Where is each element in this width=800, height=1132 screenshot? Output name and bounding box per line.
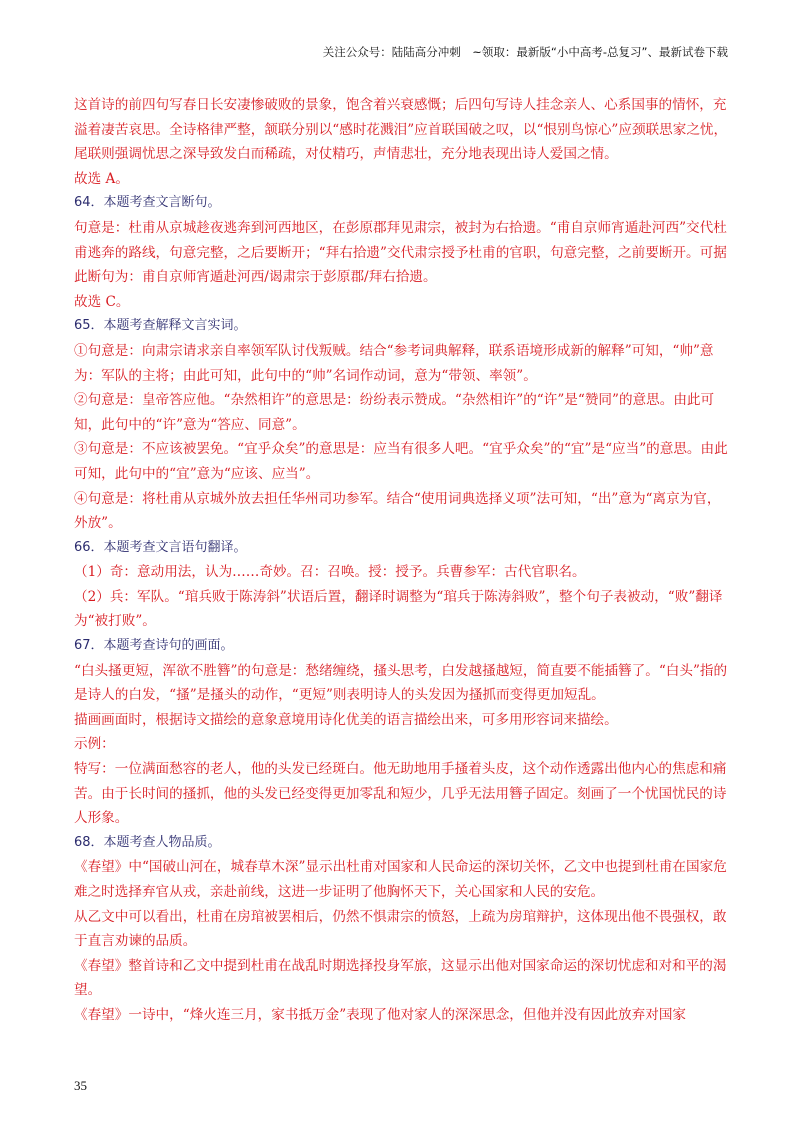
paragraph: 故选 A。 bbox=[74, 170, 129, 187]
paragraph: 描画画面时，根据诗文描绘的意象意境用诗化优美的语言描绘出来，可多用形容词来描绘。 bbox=[74, 711, 618, 728]
document-body bbox=[74, 93, 734, 1028]
paragraph: ③句意是：不应该被罢免。“宜乎众矣”的意思是：应当有很多人吧。“宜乎众矣”的“宜”是“应当”的意思。由此可知，此句中的“宜”意为“应该、应当”。 bbox=[74, 441, 728, 482]
paragraph: ②句意是：皇帝答应他。“杂然相许”的意思是：纷纷表示赞成。“杂然相许”的“许”是“赞同”的意思。由此可知，此句中的“许”意为“答应、同意”。 bbox=[74, 392, 715, 433]
paragraph: （2）兵：军队。“琯兵败于陈涛斜”状语后置，翻译时调整为“琯兵于陈涛斜败”，整个句子表被动，“败”翻译为“被打败”。 bbox=[74, 588, 723, 630]
paragraph: 《春望》中“国破山河在，城春草木深”显示出杜甫对国家和人民命运的深切关怀，乙文中也提到杜甫在国家危难之时选择弃官从戎，亲赴前线，这进一步证明了他胸怀天下，关心国家和人民的安危。 bbox=[74, 859, 727, 900]
paragraph: （1）奇：意动用法，认为……奇妙。召：召唤。授：授予。兵曹参军：古代官职名。 bbox=[74, 564, 586, 581]
question-heading: 68．本题考查人物品质。 bbox=[74, 834, 221, 850]
paragraph: “白头搔更短，浑欲不胜簪”的句意是：愁绪缠绕，搔头思考，白发越搔越短，简直要不能插簪了。“白头”指的是诗人的白发，“搔”是搔头的动作，“更短”则表明诗人的头发因为搔抓而变得更加短乱。 bbox=[74, 662, 728, 704]
paragraph: 故选 C。 bbox=[74, 293, 130, 310]
question-heading: 67．本题考查诗句的画面。 bbox=[74, 638, 234, 654]
question-heading: 65．本题考查解释文言实词。 bbox=[74, 318, 247, 334]
paragraph: 特写：一位满面愁容的老人，他的头发已经斑白。他无助地用手搔着头皮，这个动作透露出他内心的焦虑和痛苦。由于长时间的搔抓，他的头发已经变得更加零乱和短少，几乎无法用簪子固定。刻画了一个忧国忧民的诗人形象。 bbox=[74, 761, 727, 827]
paragraph: 示例： bbox=[74, 736, 115, 753]
paragraph: 《春望》一诗中，“烽火连三月，家书抵万金”表现了他对家人的深深思念，但他并没有因此放弃对国家 bbox=[74, 1006, 687, 1023]
paragraph: 这首诗的前四句写春日长安凄惨破败的景象，饱含着兴衰感慨；后四句写诗人挂念亲人、心系国事的情怀，充溢着凄苦哀思。全诗格律严整，颔联分别以“感时花溅泪”应首联国破之叹，以“恨别鸟惊心”应颈联思家之忧，尾联则强调忧思之深导致发白而稀疏，对仗精巧，声情悲壮，充分地表现出诗人爱国之情。 bbox=[74, 97, 728, 163]
page-header: 关注公众号：陆陆高分冲刺 ~领取：最新版“小中高考-总复习”、最新试卷下载 bbox=[322, 45, 728, 59]
page-number: 35 bbox=[74, 1078, 87, 1093]
paragraph: 句意是：杜甫从京城趁夜逃奔到河西地区，在彭原郡拜见肃宗，被封为右拾遗。“甫自京师宵遁赴河西”交代杜甫逃奔的路线，句意完整，之后要断开；“拜右拾遗”交代肃宗授予杜甫的官职，句意完整，之前要断开。可据此断句为：甫自京师宵遁赴河西/谒肃宗于彭原郡/拜右拾遗。 bbox=[74, 219, 727, 286]
paragraph: ④句意是：将杜甫从京城外放去担任华州司功参军。结合“使用词典选择义项”法可知，“出”意为“离京为官，外放”。 bbox=[74, 490, 721, 532]
question-heading: 64．本题考查文言断句。 bbox=[74, 195, 221, 211]
paragraph: ①句意是：向肃宗请求亲自率领军队讨伐叛贼。结合“参考词典解释，联系语境形成新的解释”可知，“帅”意为：军队的主将；由此可知，此句中的“帅”名词作动词，意为“带领、率领”。 bbox=[74, 342, 714, 384]
paragraph: 从乙文中可以看出，杜甫在房琯被罢相后，仍然不惧肃宗的愤怒，上疏为房琯辩护，这体现出他不畏强权，敢于直言劝谏的品质。 bbox=[74, 908, 727, 950]
question-heading: 66．本题考查文言语句翻译。 bbox=[74, 539, 247, 555]
paragraph: 《春望》整首诗和乙文中提到杜甫在战乱时期选择投身军旅，这显示出他对国家命运的深切忧虑和对和平的渴望。 bbox=[74, 957, 727, 999]
